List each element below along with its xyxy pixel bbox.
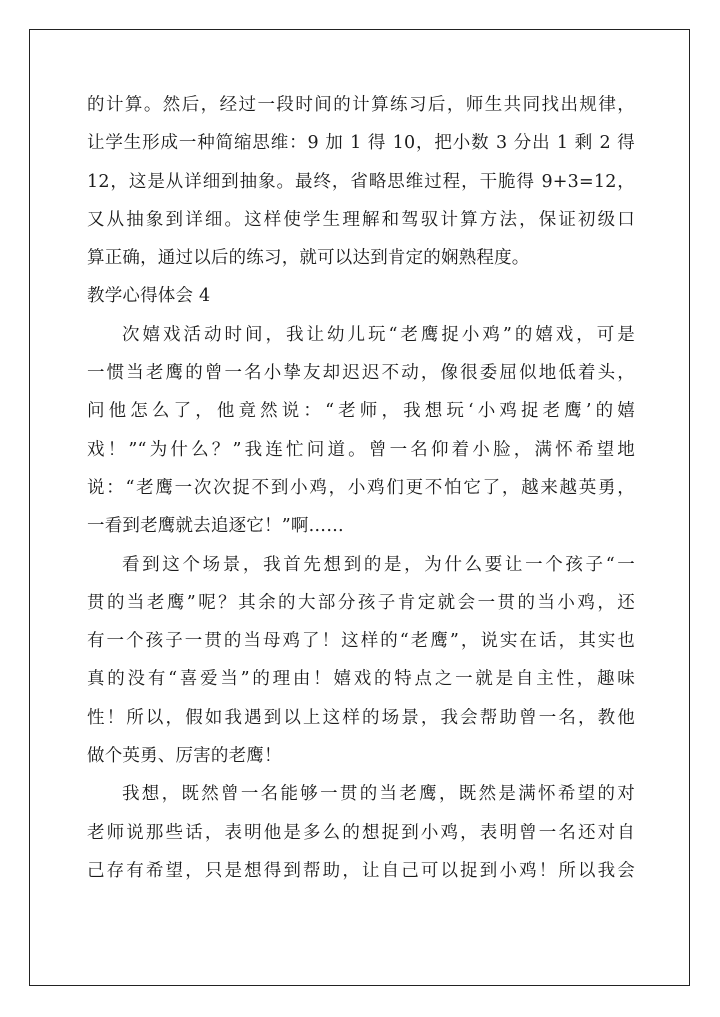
paragraph-game-story <box>87 316 635 546</box>
text-line: 我想，既然曾一名能够一贯的当老鹰，既然是满怀希望的对 <box>122 784 635 805</box>
text-line: 老师说那些话，表明他是多么的想捉到小鸡，表明曾一名还对自 <box>87 822 635 843</box>
text-line: 己存有希望，只是想得到帮助，让自己可以捉到小鸡！所以我会 <box>87 860 635 881</box>
text-line: 真的没有“喜爱当”的理由！嬉戏的特点之一就是自主性，趣味 <box>87 669 635 690</box>
paragraph-reflection <box>87 546 635 776</box>
text-line: 有一个孩子一贯的当母鸡了！这样的“老鹰”，说实在话，其实也 <box>87 631 635 652</box>
text-line: 说：“老鹰一次次捉不到小鸡，小鸡们更不怕它了，越来越英勇， <box>87 477 635 498</box>
text-line: 看到这个场景，我首先想到的是，为什么要让一个孩子“一 <box>122 554 635 575</box>
text-line: 一惯当老鹰的曾一名小挚友却迟迟不动，像很委屈似地低着头， <box>87 363 635 384</box>
text-line: 贯的当老鹰”呢？其余的大部分孩子肯定就会一贯的当小鸡，还 <box>87 592 635 613</box>
paragraph-plan <box>87 775 635 890</box>
section-heading: 教学心得体会 4 <box>87 286 211 307</box>
text-line: 12，这是从详细到抽象。最终，省略思维过程，干脆得 9+3=12， <box>87 171 635 192</box>
paragraph-calculation <box>87 86 635 277</box>
text-line: 的计算。然后，经过一段时间的计算练习后，师生共同找出规律， <box>87 95 635 115</box>
text-line: 做个英勇、厉害的老鹰！ <box>87 746 282 767</box>
text-line: 问他怎么了，他竟然说：“老师，我想玩‘小鸡捉老鹰’的嬉 <box>87 401 635 422</box>
text-line: 又从抽象到详细。这样使学生理解和驾驭计算方法，保证初级口 <box>87 209 635 230</box>
text-line: 让学生形成一种简缩思维：9 加 1 得 10，把小数 3 分出 1 剩 2 得 <box>87 133 635 154</box>
document-body <box>87 86 635 890</box>
text-line: 戏！”“为什么？”我连忙问道。曾一名仰着小脸，满怀希望地 <box>87 439 635 460</box>
text-line: 性！所以，假如我遇到以上这样的场景，我会帮助曾一名，教他 <box>87 707 635 728</box>
text-line: 一看到老鹰就去追逐它！”啊…… <box>87 516 344 537</box>
text-line: 次嬉戏活动时间，我让幼儿玩“老鹰捉小鸡”的嬉戏，可是 <box>122 324 635 345</box>
text-line: 算正确，通过以后的练习，就可以达到肯定的娴熟程度。 <box>87 248 530 269</box>
